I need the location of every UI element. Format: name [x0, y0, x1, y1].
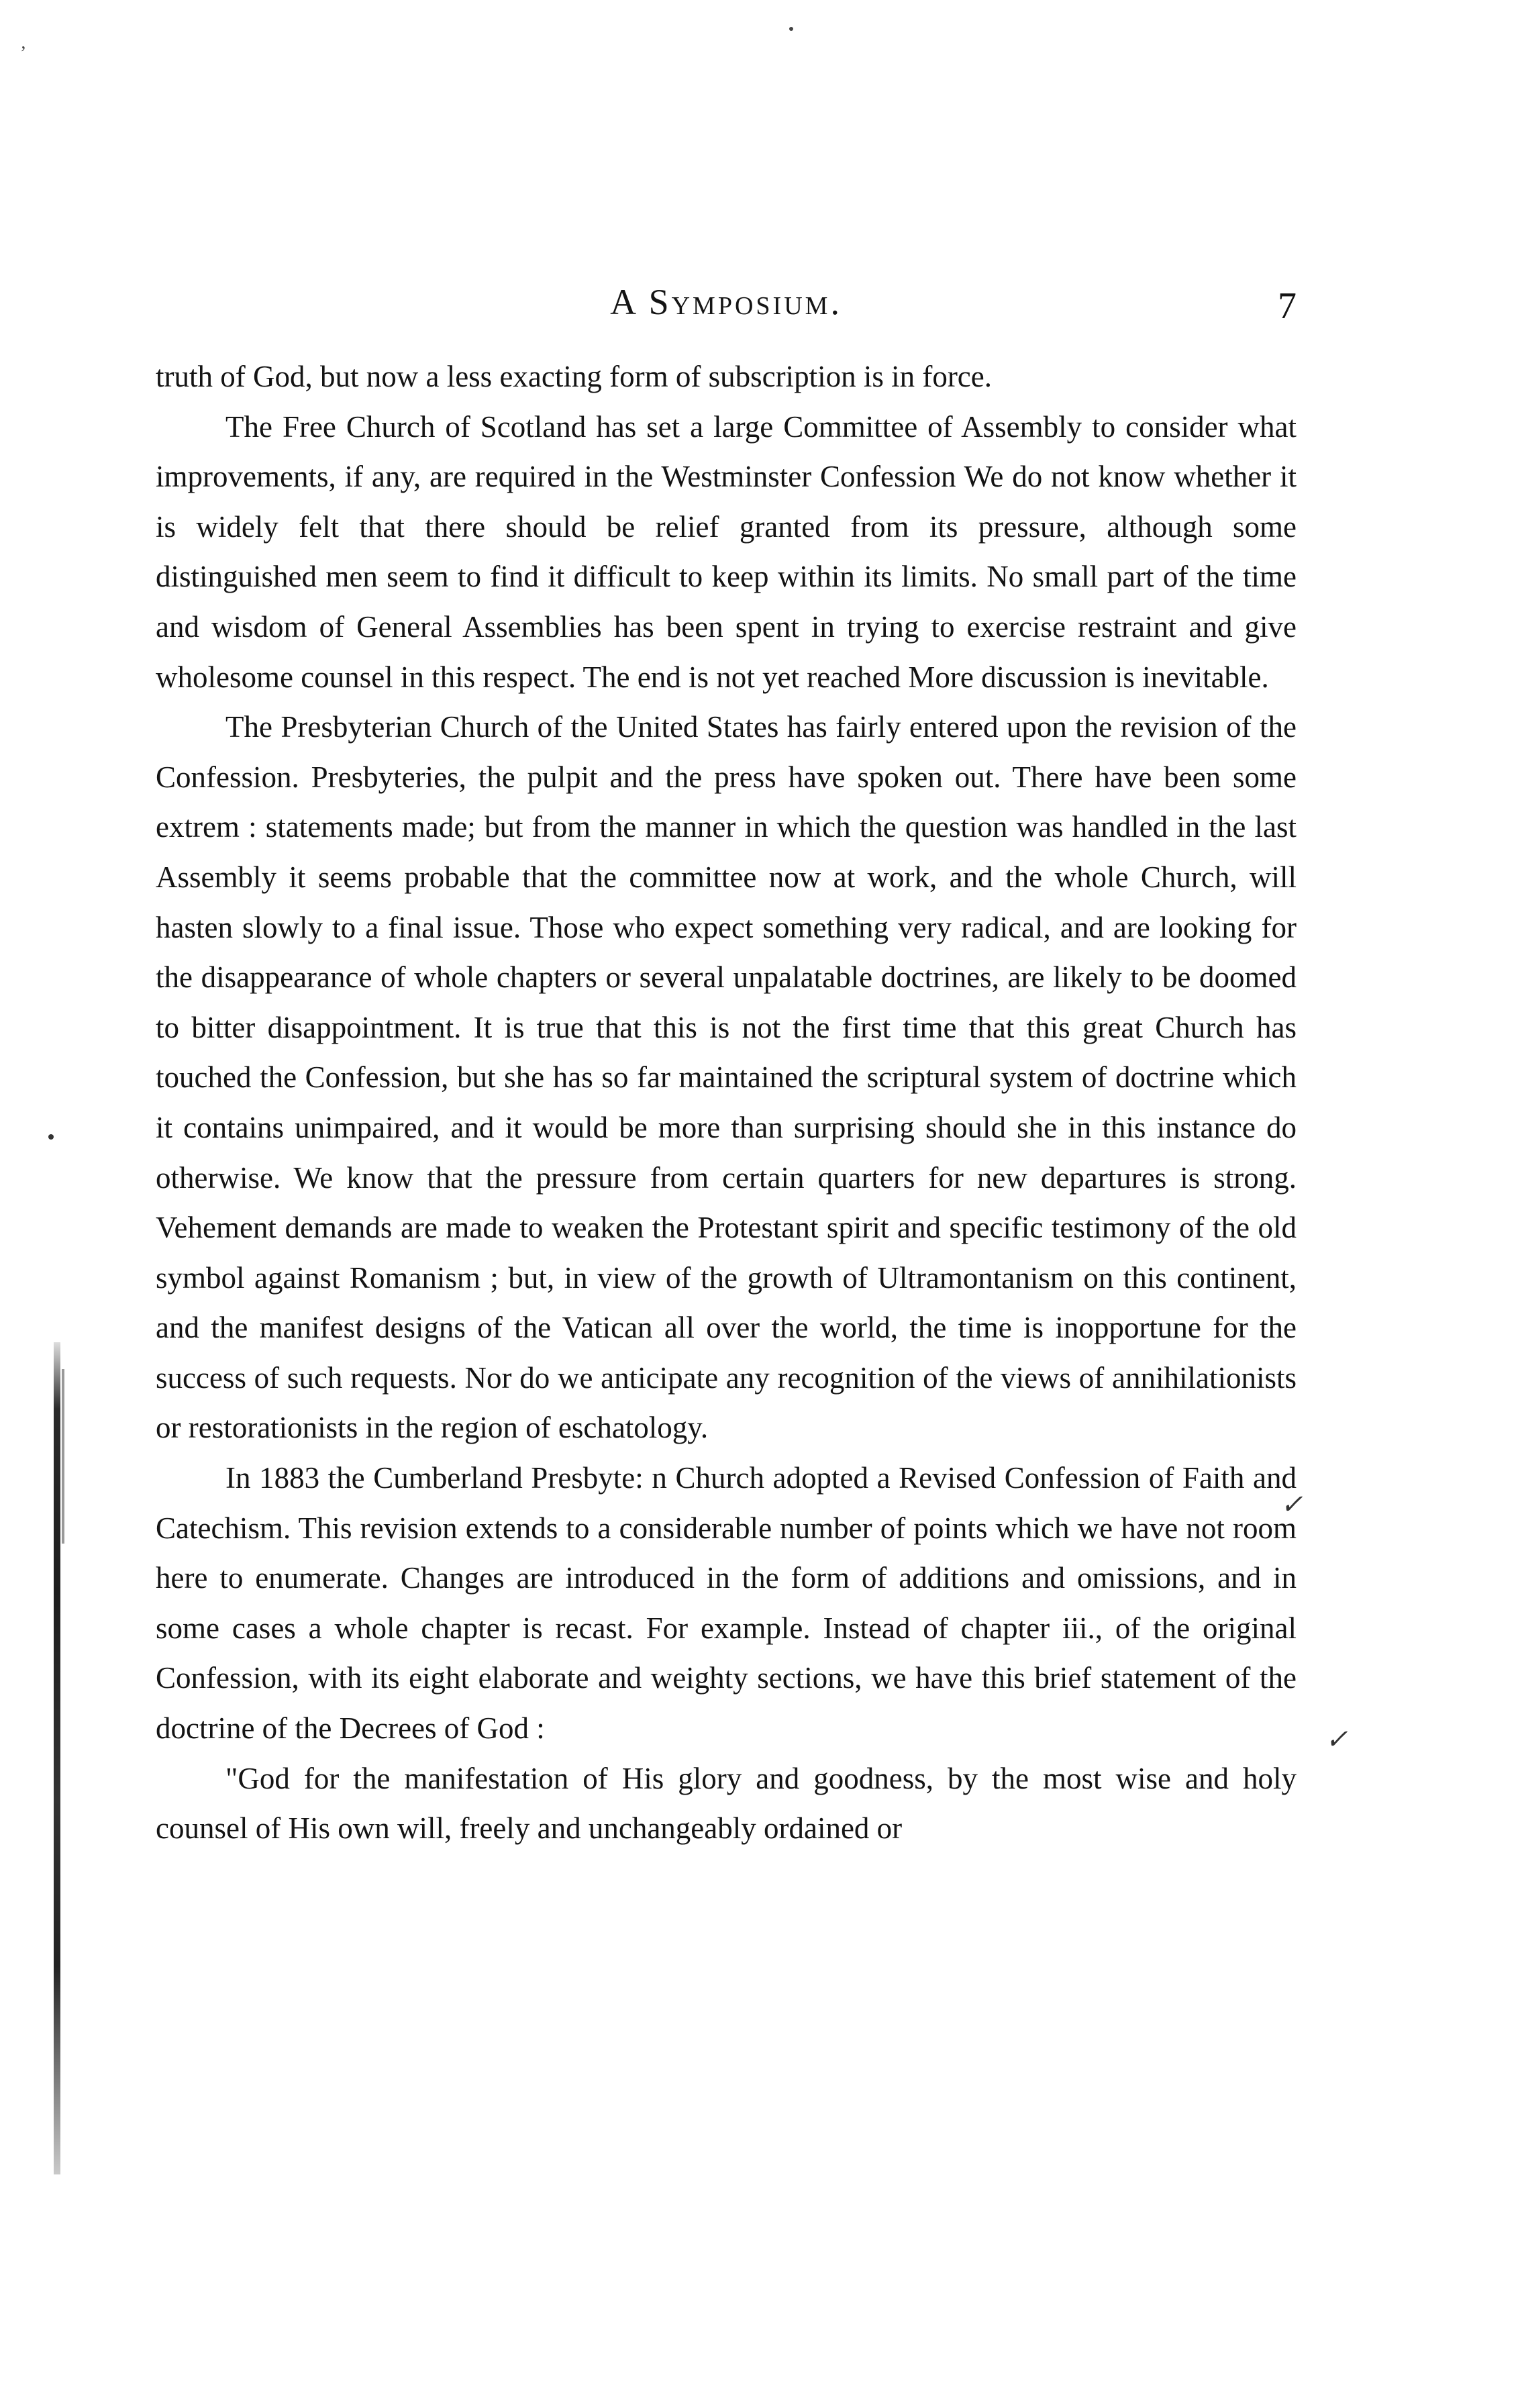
- paragraph-5: "God for the manifestation of His glory and goodness, by the most wise and holy counsel of His own will, freely and unchangeably ordained or: [156, 1761, 1297, 1846]
- paragraph-4: In 1883 the Cumberland Presbyte: n Church adopted a Revised Confession of Faith and Catechism. This revision extends to a considerable number of points which we have not room here to enumerate. Changes are introduced in the form of additions and omissions, and in some cases a whole chapter is recast. For example. Instead of chapter iii., of the original Confession, with its eight elaborate and weighty sections, we have this brief statement of the doctrine of the Decrees of God :: [156, 1461, 1297, 1746]
- paragraph-1: truth of God, but now a less exacting form of subscription is in force.: [156, 360, 993, 393]
- page-number: 7: [1278, 285, 1297, 327]
- body-text: [156, 352, 1297, 1854]
- top-scan-speck: [789, 27, 793, 31]
- paragraph-3: The Presbyterian Church of the United States has fairly entered upon the revision of the Confession. Presbyteries, the pulpit and the press have spoken out. There have been some extrem : statements made; but from the manner in which the question was handled in the last Assembly it seems probable that the committee now at work, and the whole Church, will hasten slowly to a final issue. Those who expect something very radical, and are looking for the disappearance of whole chapters or several unpalatable doctrines, are likely to be doomed to bitter disappointment. It is true that this is not the first time that this great Church has touched the Confession, but she has so far maintained the scriptural system of doctrine which it contains unimpaired, and it would be more than surprising should she in this instance do otherwise. We know that the pressure from certain quarters for new departures is strong. Vehement demands are made to weaken the Protestant spirit and specific testimony of the old symbol against Romanism ; but, in view of the growth of Ultramontanism on this continent, and the manifest designs of the Vatican all over the world, the time is inopportune for the success of such requests. Nor do we anticipate any recognition of the views of annihilationists or restorationists in the region of eschatology.: [156, 710, 1297, 1445]
- margin-dot: [48, 1134, 54, 1140]
- margin-check-mark: ✓: [1280, 1489, 1303, 1519]
- page-header: [156, 275, 1297, 329]
- running-title: A Symposium.: [610, 282, 842, 322]
- binding-shadow: [54, 1342, 60, 2174]
- corner-scan-mark: ʼ: [20, 43, 27, 64]
- margin-check-mark-2: ✓: [1325, 1724, 1348, 1754]
- binding-shadow-secondary: [62, 1369, 64, 1544]
- paragraph-2: The Free Church of Scotland has set a large Committee of Assembly to consider what improvements, if any, are required in the Westminster Confession We do not know whether it is widely felt that there should be relief granted from its pressure, although some distinguished men seem to find it difficult to keep within its limits. No small part of the time and wisdom of General Assemblies has been spent in trying to exercise restraint and give wholesome counsel in this respect. The end is not yet reached More discussion is inevitable.: [156, 409, 1297, 694]
